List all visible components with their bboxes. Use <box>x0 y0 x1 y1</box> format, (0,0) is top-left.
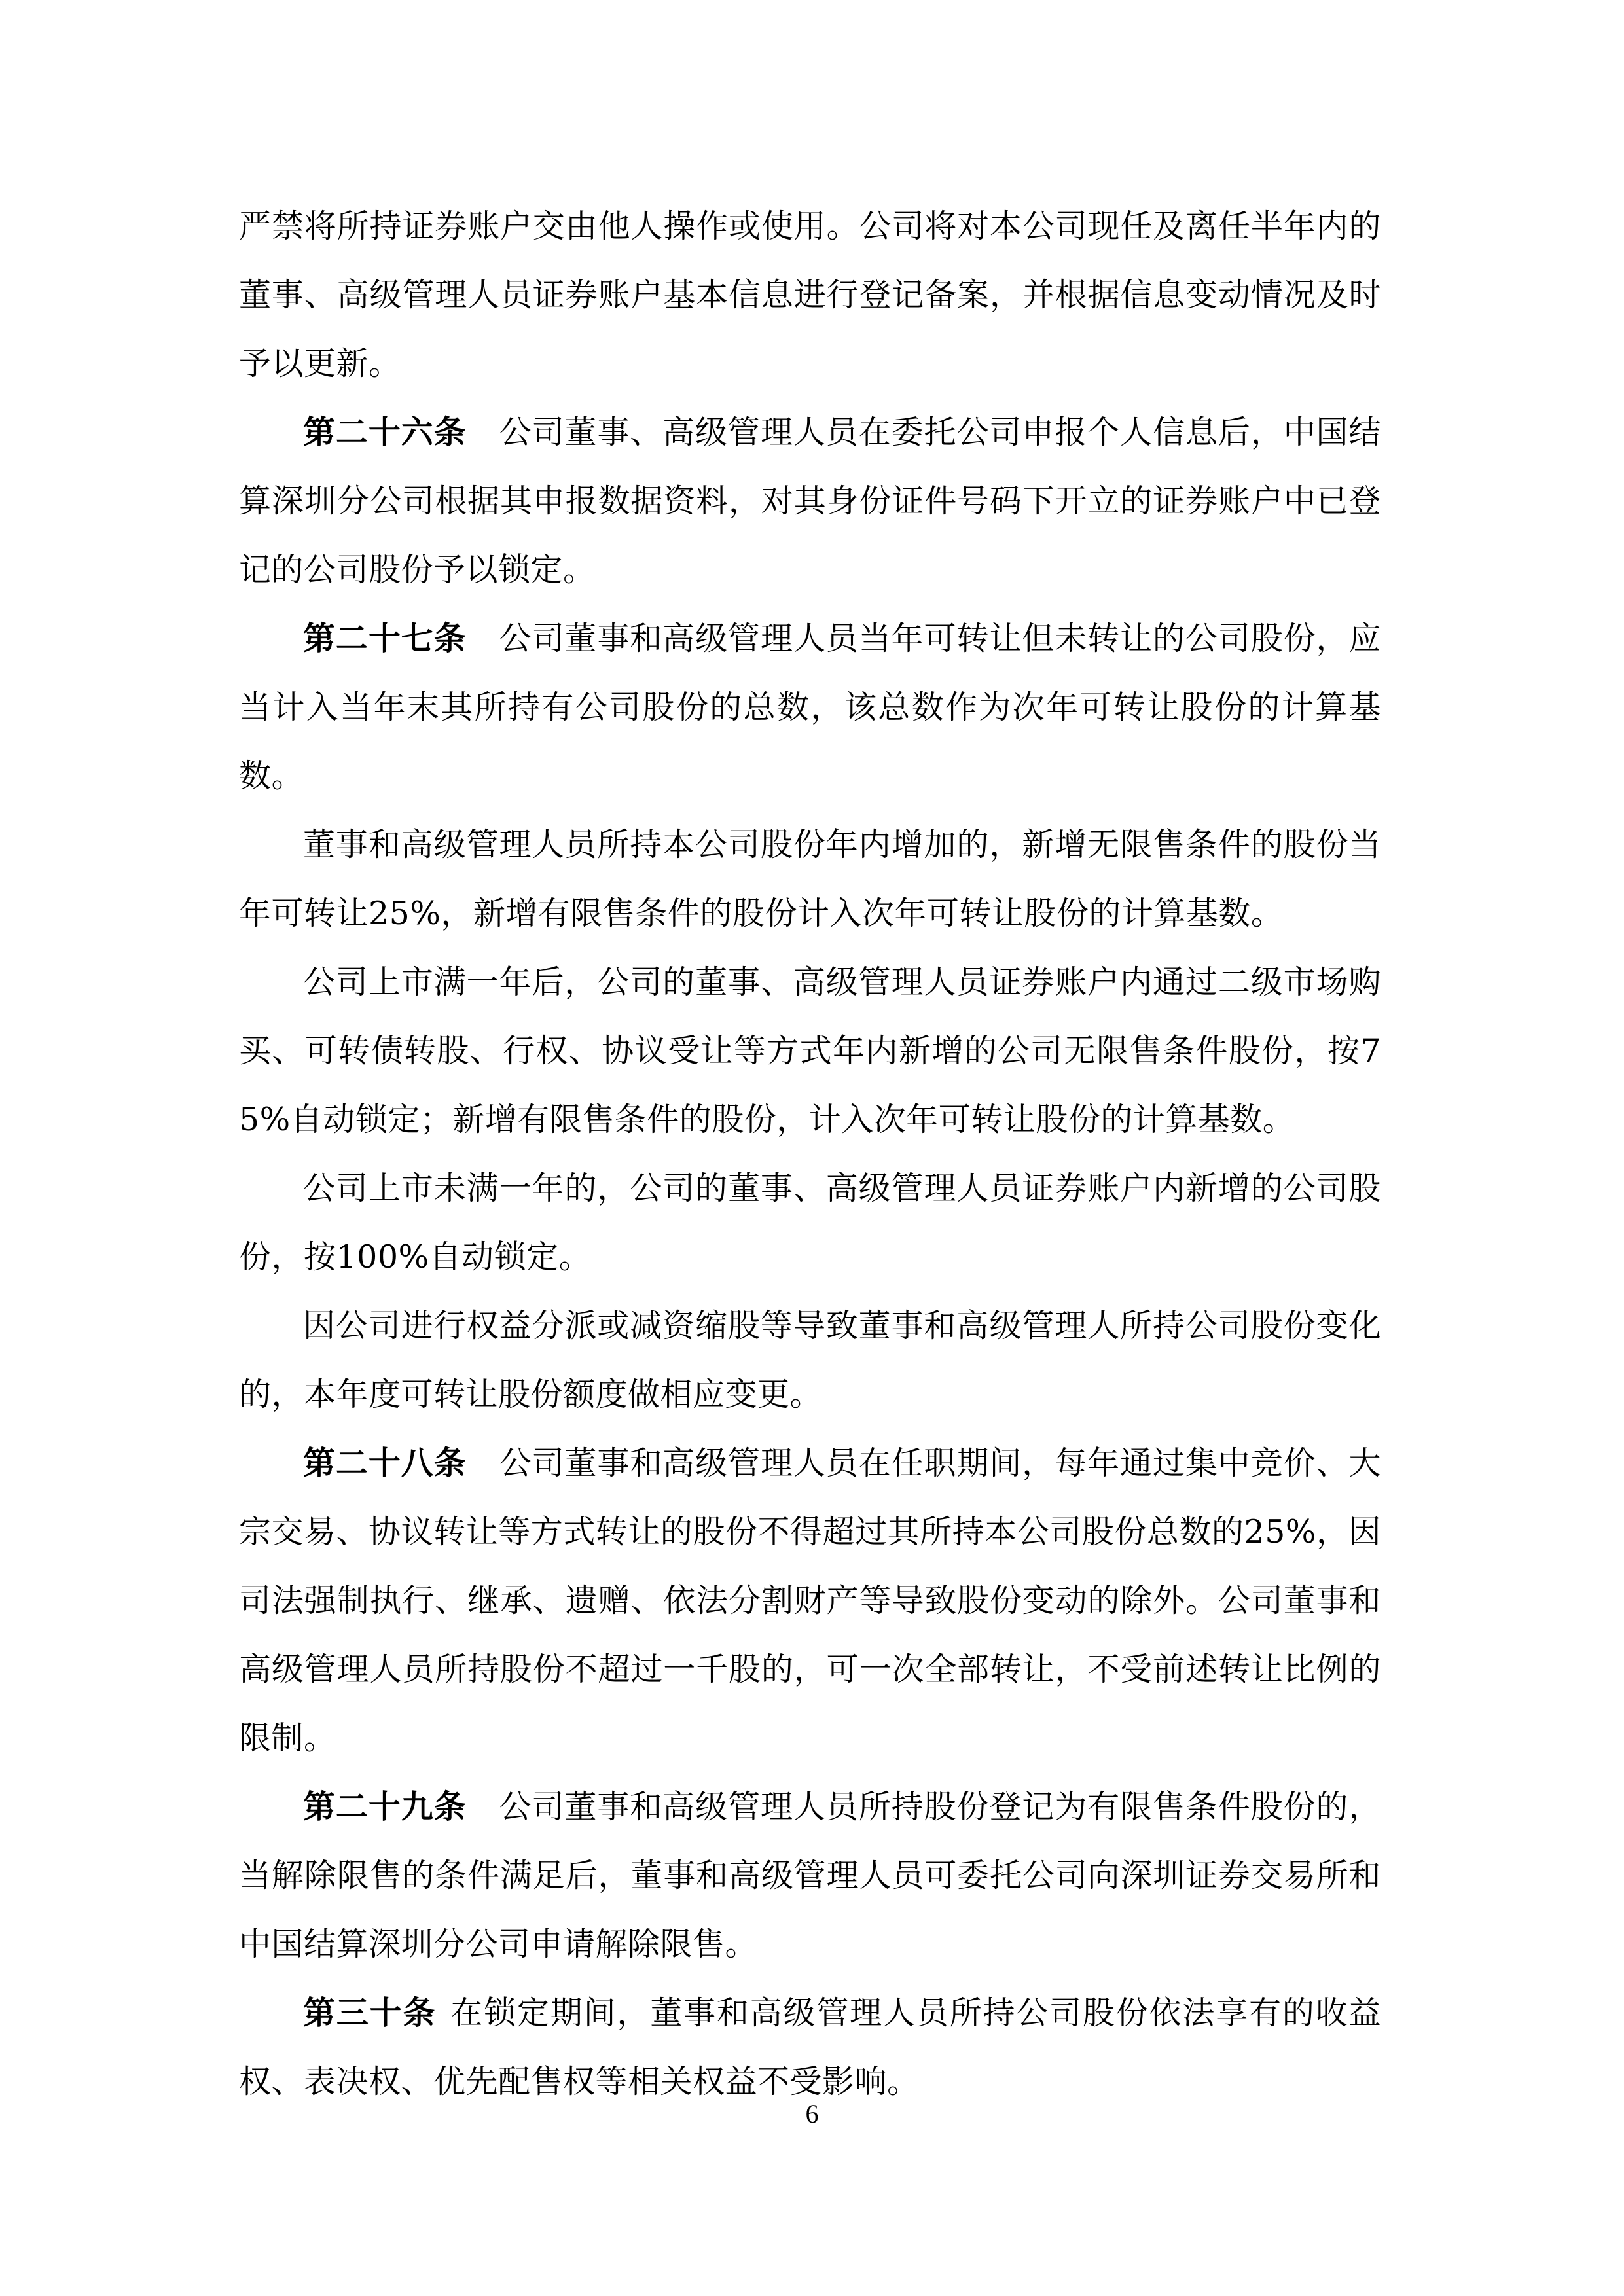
article-26 <box>239 398 1381 604</box>
article-heading: 第三十条 <box>303 1994 437 2032</box>
paragraph-continuation <box>239 192 1381 398</box>
article-heading: 第二十七条 <box>303 619 467 657</box>
page-number: 6 <box>805 2099 819 2128</box>
article-27-clause-3 <box>239 948 1381 1154</box>
paragraph-text: 在锁定期间，董事和高级管理人员所持公司股份依法享有的收益权、表决权、优先配售权等相关权益不受影响。 <box>239 1994 1381 2100</box>
paragraph-text: 公司上市未满一年的，公司的董事、高级管理人员证券账户内新增的公司股份，按100%自动锁定。 <box>239 1170 1381 1276</box>
paragraph-text: 公司董事和高级管理人员在任职期间，每年通过集中竞价、大宗交易、协议转让等方式转让的股份不得超过其所持本公司股份总数的25%，因司法强制执行、继承、遗赠、依法分割财产等导致股份变动的除外。公司董事和高级管理人员所持股份不超过一千股的，可一次全部转让，不受前述转让比例的限制。 <box>239 1444 1381 1757</box>
paragraph-text: 公司上市满一年后，公司的董事、高级管理人员证券账户内通过二级市场购买、可转债转股、行权、协议受让等方式年内新增的公司无限售条件股份，按75%自动锁定；新增有限售条件的股份，计入次年可转让股份的计算基数。 <box>239 963 1381 1138</box>
article-heading: 第二十九条 <box>303 1787 467 1825</box>
article-29 <box>239 1772 1381 1979</box>
document-body <box>239 192 1381 2116</box>
article-27-clause-2 <box>239 810 1381 948</box>
paragraph-text: 严禁将所持证券账户交由他人操作或使用。公司将对本公司现任及离任半年内的董事、高级管理人员证券账户基本信息进行登记备案，并根据信息变动情况及时予以更新。 <box>239 207 1381 382</box>
article-30 <box>239 1979 1381 2116</box>
article-28 <box>239 1429 1381 1772</box>
article-27-clause-4 <box>239 1154 1381 1291</box>
article-heading: 第二十八条 <box>303 1444 467 1482</box>
paragraph-text: 公司董事、高级管理人员在委托公司申报个人信息后，中国结算深圳分公司根据其申报数据资料，对其身份证件号码下开立的证券账户中已登记的公司股份予以锁定。 <box>239 414 1381 588</box>
paragraph-text: 公司董事和高级管理人员所持股份登记为有限售条件股份的，当解除限售的条件满足后，董事和高级管理人员可委托公司向深圳证券交易所和中国结算深圳分公司申请解除限售。 <box>239 1788 1381 1963</box>
article-27 <box>239 604 1381 810</box>
article-27-clause-5 <box>239 1291 1381 1429</box>
paragraph-text: 因公司进行权益分派或减资缩股等导致董事和高级管理人所持公司股份变化的，本年度可转让股份额度做相应变更。 <box>239 1307 1381 1413</box>
paragraph-text: 董事和高级管理人员所持本公司股份年内增加的，新增无限售条件的股份当年可转让25%，新增有限售条件的股份计入次年可转让股份的计算基数。 <box>239 826 1381 932</box>
paragraph-text: 公司董事和高级管理人员当年可转让但未转让的公司股份，应当计入当年末其所持有公司股份的总数，该总数作为次年可转让股份的计算基数。 <box>239 620 1381 795</box>
article-heading: 第二十六条 <box>303 413 467 451</box>
